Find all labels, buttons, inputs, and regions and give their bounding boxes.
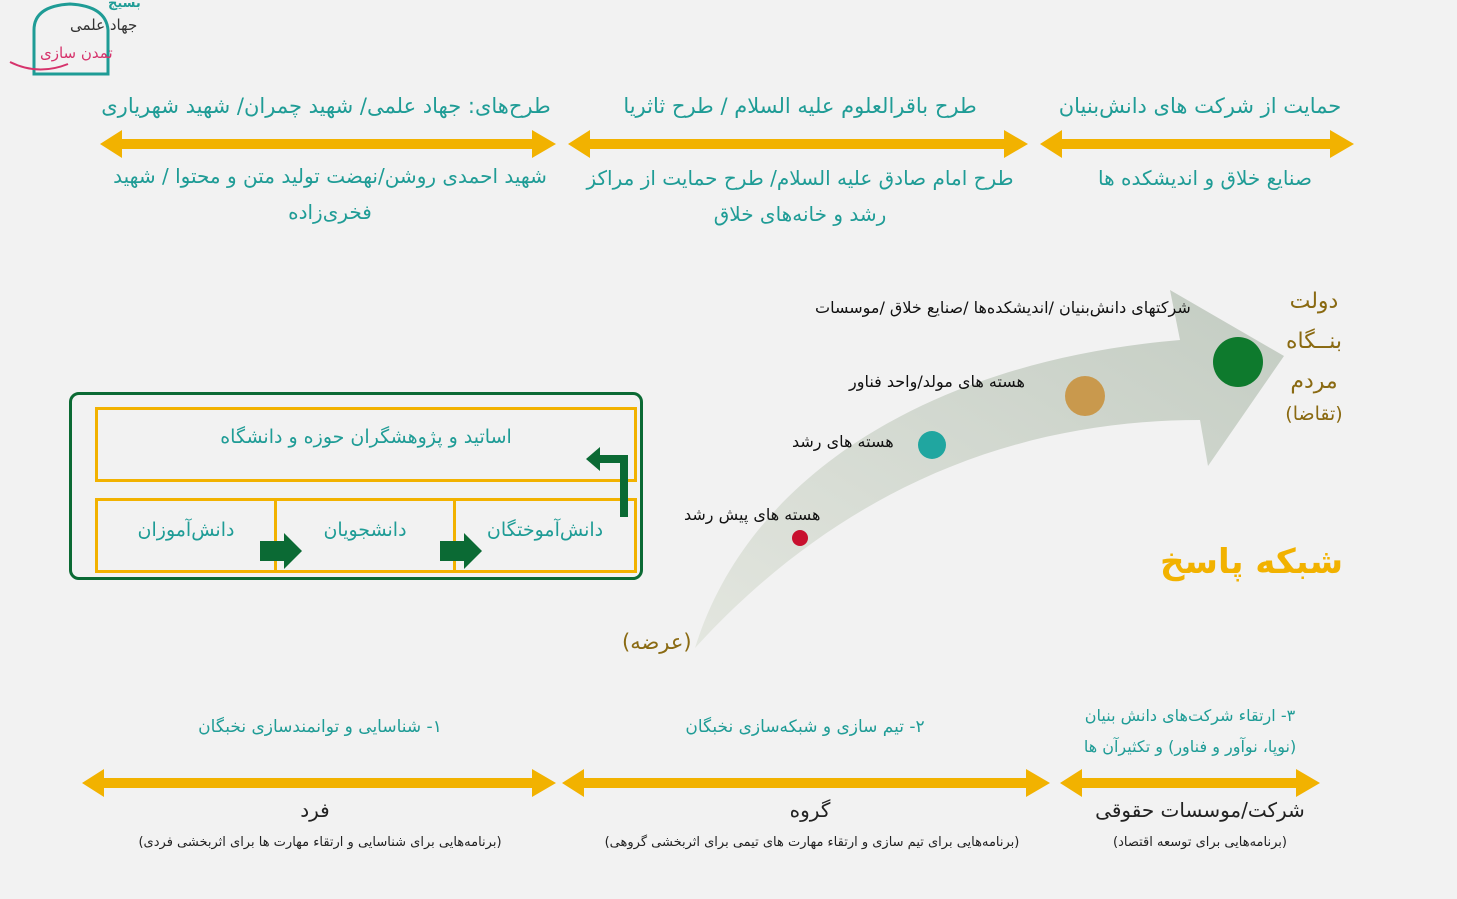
bottom-right-label: شرکت/موسسات حقوقی	[1095, 798, 1305, 822]
demand-line4: (تقاضا)	[1285, 403, 1343, 425]
node-producer-dot	[1062, 374, 1108, 420]
bottom-left-title: ۱- شناسایی و توانمندسازی نخبگان	[198, 717, 442, 737]
bottom-right-note: (برنامه‌هایی برای توسعه اقتصاد)	[1113, 835, 1287, 850]
pupils-box	[95, 498, 277, 573]
top-right-sub: صنایع خلاق و اندیشکده ها	[1098, 166, 1312, 190]
bottom-middle-double-arrow	[562, 769, 1050, 797]
top-middle-title: طرح باقرالعلوم علیه السلام / طرح ثاثریا	[623, 94, 977, 118]
node-companies-dot	[1210, 334, 1268, 392]
bottom-middle-label: گروه	[789, 798, 831, 822]
logo	[8, 0, 158, 82]
actors-box	[69, 392, 643, 580]
demand-line3: مردم	[1290, 369, 1338, 394]
bottom-right-title	[1060, 700, 1320, 762]
bottom-double-arrows	[78, 767, 1328, 801]
top-right-double-arrow	[1040, 130, 1354, 158]
top-double-arrows	[96, 128, 1358, 162]
top-middle-double-arrow	[568, 130, 1028, 158]
node-producer-label: هسته های مولد/واحد فناور	[849, 372, 1025, 391]
arrow-up-left-icon	[584, 439, 632, 519]
demand-block	[1276, 282, 1352, 426]
node-growth-dot	[915, 428, 951, 464]
professors-label: اساتید و پژوهشگران حوزه و دانشگاه	[220, 426, 512, 448]
node-companies-label: شرکتهای دانش‌بنیان /اندیشکده‌ها /صنایع خلاق /موسسات	[815, 298, 1191, 317]
top-middle-sub: طرح امام صادق علیه السلام/ طرح حمایت از مراکز رشد و خانه‌های خلاق	[586, 166, 1014, 226]
bottom-left-note: (برنامه‌هایی برای شناسایی و ارتقاء مهارت ها برای اثربخشی فردی)	[138, 835, 502, 850]
bottom-middle-note: (برنامه‌هایی برای تیم سازی و ارتقاء مهارت های تیمی برای اثربخشی گروهی)	[604, 835, 1020, 850]
arrow-right-1-icon	[258, 531, 304, 571]
bottom-middle-title: ۲- تیم سازی و شبکه‌سازی نخبگان	[685, 717, 925, 737]
pupils-label: دانش‌آموزان	[137, 519, 235, 541]
demand-line2: بنــگاه	[1285, 329, 1343, 354]
graduates-label: دانش‌آموختگان	[486, 519, 604, 541]
response-network-title: شبکه پاسخ	[1160, 542, 1344, 582]
top-right-title: حمایت از شرکت های دانش‌بنیان	[1058, 94, 1342, 118]
logo-emblem-icon	[8, 0, 158, 82]
bottom-right-title-line2: (نوپا، نوآور و فناور) و تکثیرآن ها	[1083, 737, 1297, 756]
bottom-left-label: فرد	[300, 798, 330, 822]
node-pre-growth-label: هسته های پیش رشد	[684, 505, 821, 524]
professors-box	[95, 407, 637, 482]
supply-demand-curved-arrow	[600, 270, 1300, 670]
logo-line1: بسیج	[108, 0, 141, 11]
top-left-title: طرح‌های: جهاد علمی/ شهید چمران/ شهید شهریاری	[101, 94, 551, 118]
logo-line3: تمدن سازی	[40, 44, 113, 62]
arrow-right-2-icon	[438, 531, 484, 571]
top-left-double-arrow	[100, 130, 556, 158]
demand-line1: دولت	[1289, 289, 1339, 314]
top-left-sub: شهید احمدی روشن/نهضت تولید متن و محتوا / شهید فخری‌زاده	[113, 164, 547, 224]
node-pre-growth-dot	[785, 525, 815, 555]
node-growth-label: هسته های رشد	[792, 432, 894, 451]
students-label: دانشجویان	[323, 519, 407, 541]
bottom-right-double-arrow	[1060, 769, 1320, 797]
logo-line2: جهاد علمی	[70, 16, 138, 34]
bottom-right-title-line1: ۳- ارتقاء شرکت‌های دانش بنیان	[1084, 706, 1296, 725]
supply-label: (عرضه)	[622, 630, 692, 654]
bottom-left-double-arrow	[82, 769, 556, 797]
